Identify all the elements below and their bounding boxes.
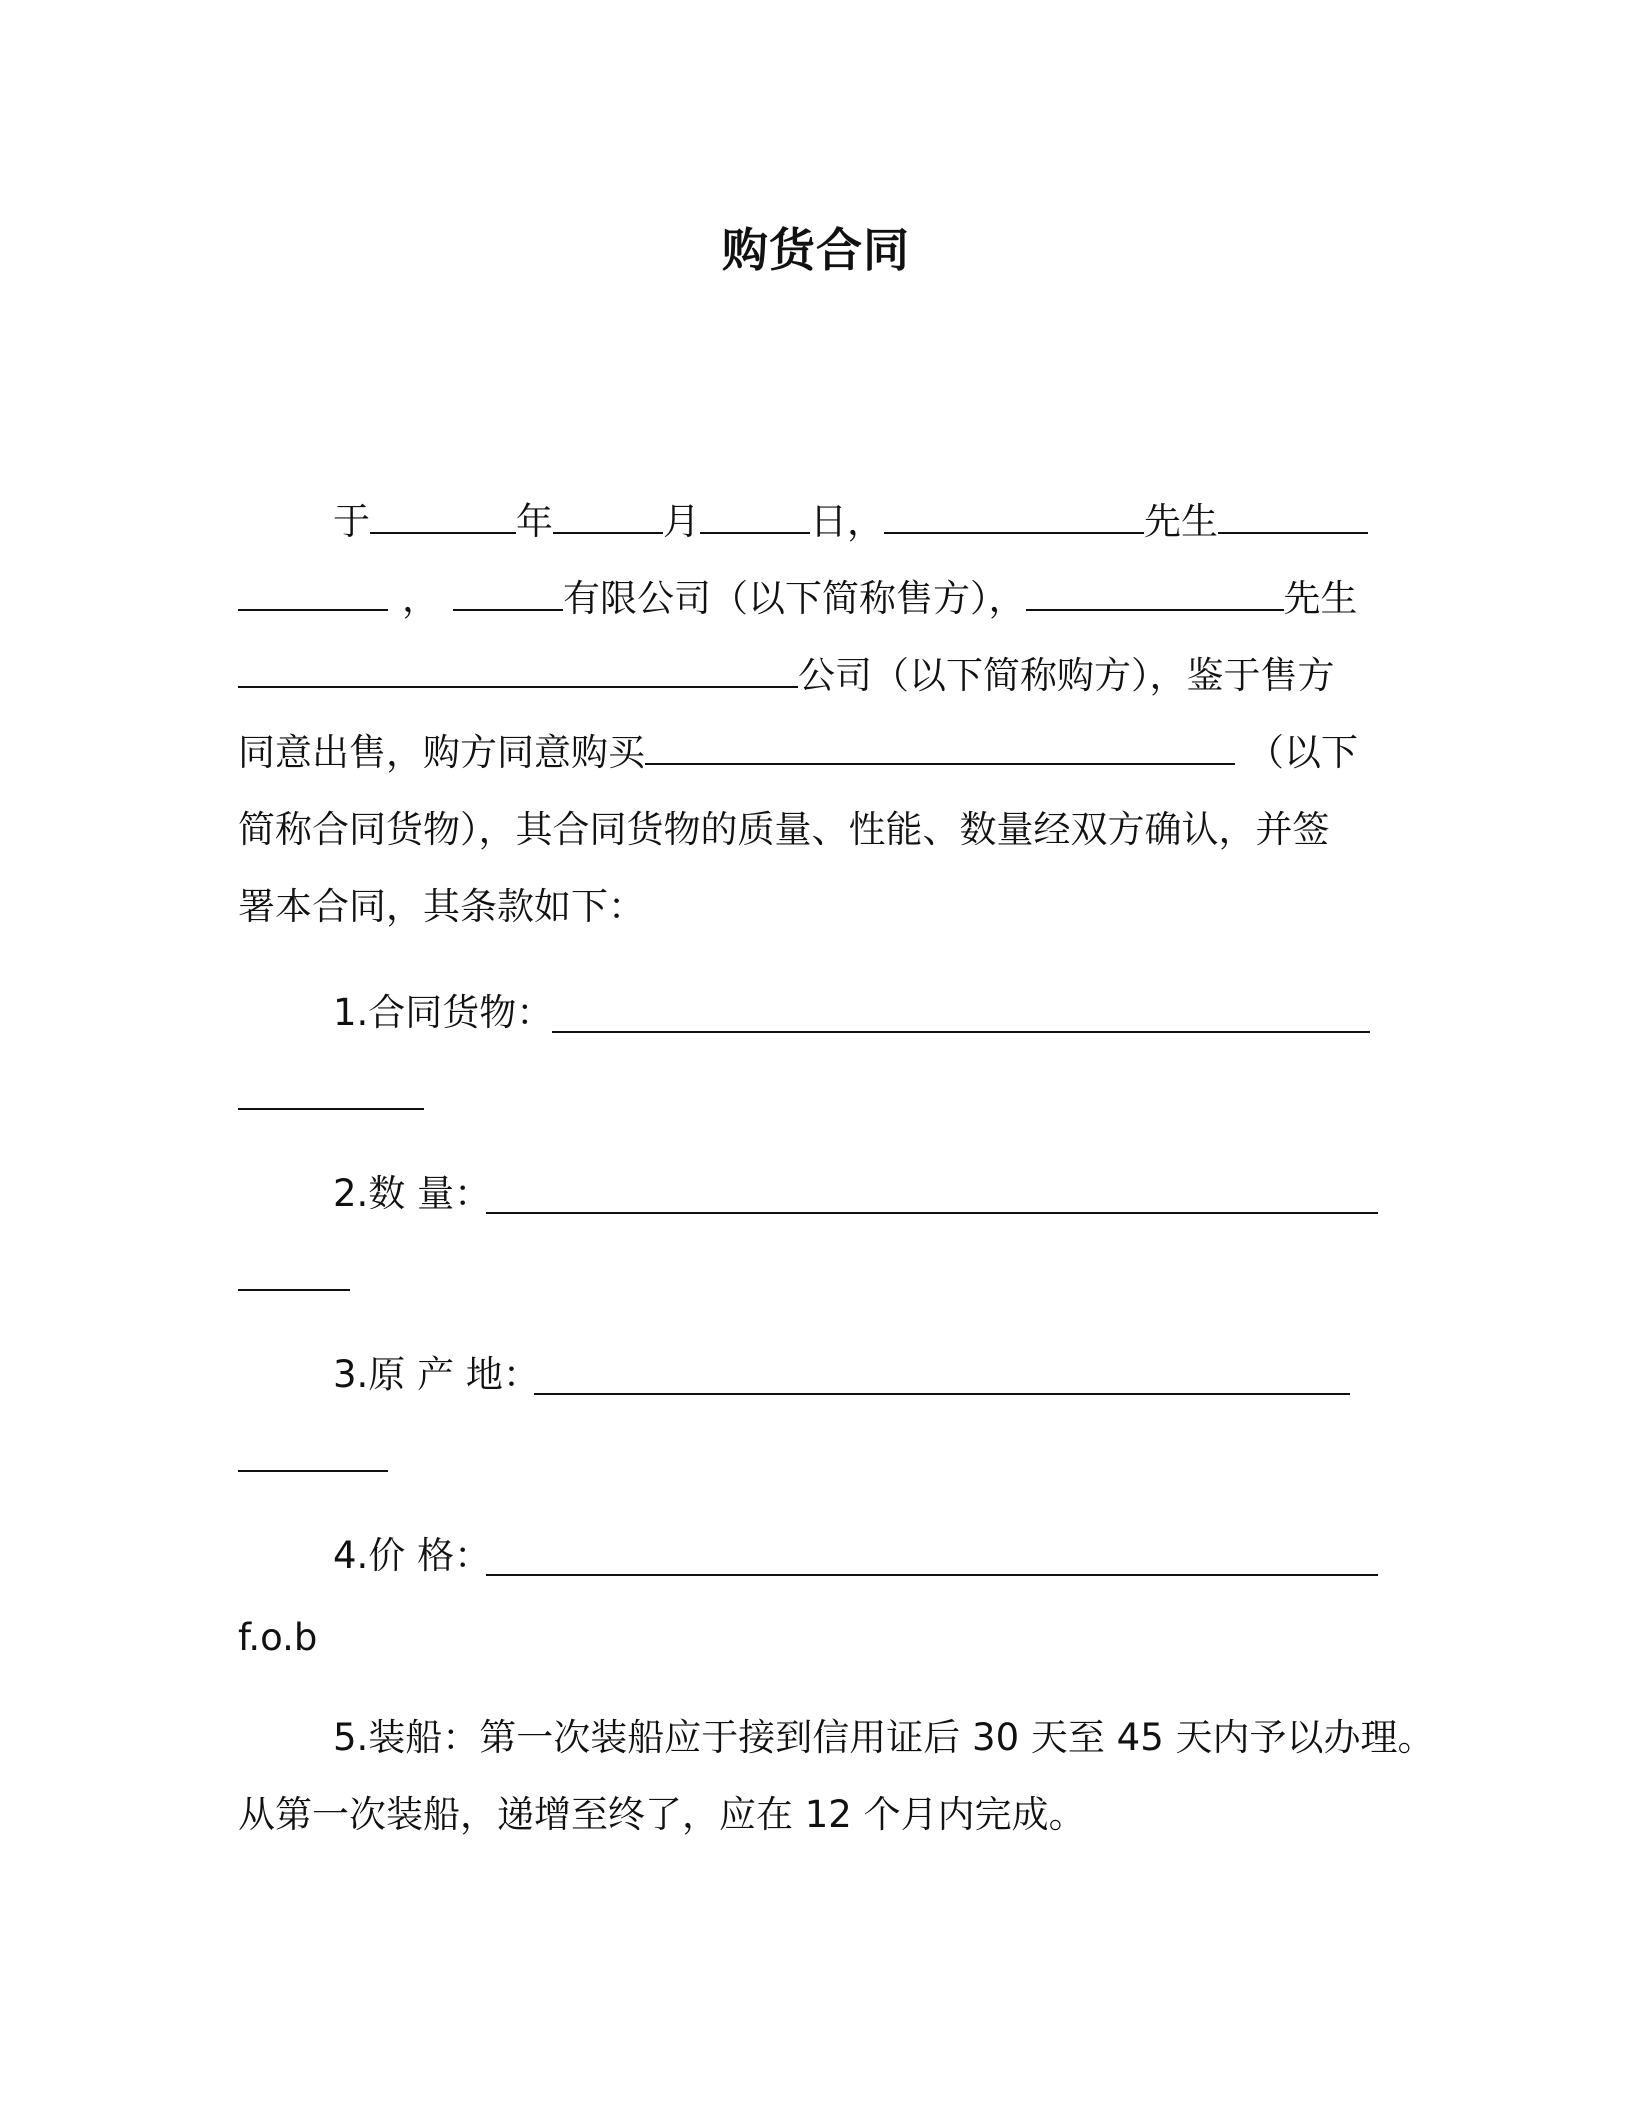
intro-line-1: [333, 497, 1368, 547]
intro-text: 有限公司（以下简称售方），: [563, 577, 1026, 620]
intro-line-6: 署本合同，其条款如下：: [238, 885, 645, 928]
intro-text: 先生: [1283, 577, 1358, 620]
seller-rep-blank[interactable]: [884, 531, 1144, 534]
intro-text: 年: [516, 500, 553, 543]
clause-1-blank[interactable]: [552, 1031, 1370, 1033]
intro-line-2: [238, 574, 1358, 624]
intro-text: ，: [402, 577, 439, 620]
document-title: 购货合同: [722, 223, 910, 277]
buyer-rep-blank[interactable]: [1026, 608, 1284, 611]
intro-text: 公司（以下简称购方），鉴于售方: [798, 654, 1335, 697]
intro-text: 日，: [810, 500, 884, 543]
clause-2-blank[interactable]: [486, 1212, 1378, 1214]
buyer-company-blank[interactable]: [238, 685, 798, 688]
clause-2-blank-cont[interactable]: [238, 1289, 350, 1291]
clause-3-blank-cont[interactable]: [238, 1470, 388, 1472]
intro-line-5: 简称合同货物），其合同货物的质量、性能、数量经双方确认，并签: [238, 808, 1330, 851]
intro-text: 月: [663, 500, 700, 543]
clause-3-blank[interactable]: [534, 1393, 1350, 1395]
intro-text: 同意出售，购方同意购买: [238, 731, 645, 774]
clause-4-label: 4.价 格：: [333, 1534, 492, 1577]
seller-name-blank[interactable]: [1218, 531, 1368, 534]
intro-text: （以下: [1247, 731, 1358, 774]
clause-5-line-1: 5.装船：第一次装船应于接到信用证后 30 天至 45 天内予以办理。: [333, 1716, 1435, 1759]
clause-3-label: 3.原 产 地：: [333, 1353, 540, 1396]
intro-text: 于: [333, 500, 370, 543]
clause-2-label: 2.数 量：: [333, 1172, 492, 1215]
year-blank[interactable]: [370, 531, 516, 534]
clause-1-label: 1.合同货物：: [333, 991, 554, 1034]
intro-text: 先生: [1144, 500, 1218, 543]
seller-company-blank[interactable]: [453, 608, 563, 611]
clause-4-price-term: f.o.b: [238, 1616, 318, 1659]
intro-line-4: [238, 728, 1358, 778]
month-blank[interactable]: [553, 531, 663, 534]
intro-line-3: [238, 651, 1335, 701]
day-blank[interactable]: [700, 531, 810, 534]
goods-blank[interactable]: [645, 762, 1235, 765]
clause-4-blank[interactable]: [486, 1574, 1378, 1576]
clause-5-line-2: 从第一次装船，递增至终了，应在 12 个月内完成。: [238, 1793, 1086, 1836]
seller-name-blank-cont[interactable]: [238, 608, 388, 611]
clause-1-blank-cont[interactable]: [238, 1108, 424, 1110]
